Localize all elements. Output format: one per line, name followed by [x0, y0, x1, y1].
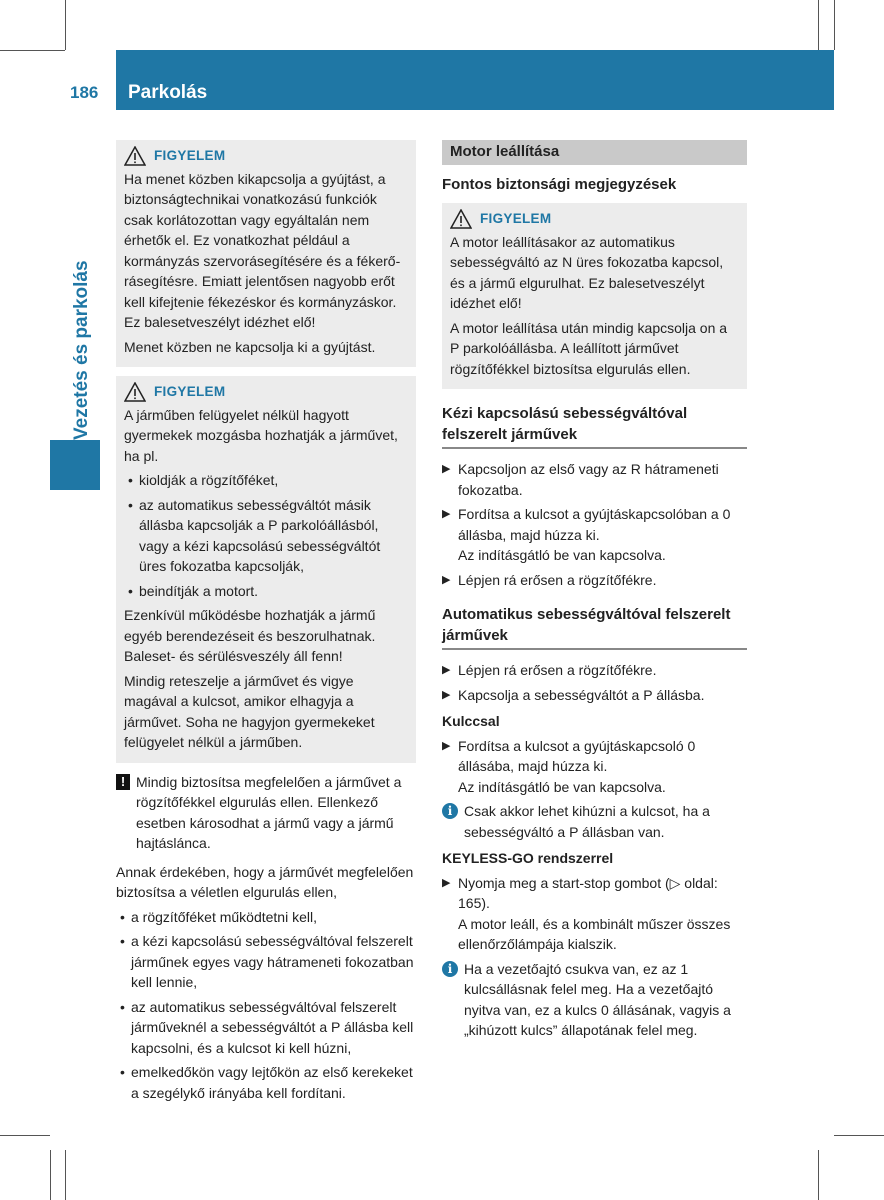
crop-mark: [65, 0, 66, 50]
section-heading: Motor leállítása: [442, 140, 747, 165]
step-text: Fordítsa a kulcsot a gyújtáskapcsolóban a 0 állásba, majd húzza ki. Az indításgátló be van kapcsolva.: [458, 506, 731, 563]
subsection-heading: Automatikus sebességváltóval felszerelt járművek: [442, 604, 747, 650]
info-note: [442, 959, 747, 1041]
step-arrow-icon: ▶: [442, 573, 451, 586]
caution-text: Mindig biztosítsa megfelelően a járművet a rögzítőfékkel elgurulás ellen. Ellenkező esetben károsodhat a jármű vagy a jármű hajtáslánca.: [136, 773, 402, 851]
warning-text: A járműben felügyelet nélkül hagyott gyermekek mozgásba hozhatják a járművet, ha pl.: [124, 406, 398, 464]
list-item: • az automatikus sebességváltóval felszerelt járműveknél a sebességváltót a P állásba kell kapcsolni, és a kulcsot ki kell húzni,: [116, 997, 416, 1059]
warning-label: FIGYELEM: [154, 384, 226, 399]
instruction-step: [442, 504, 747, 566]
crop-mark: [0, 50, 65, 51]
warning-text: A motor leállítása után mindig kapcsolja on a P parkolóállásba. A leállított járművet rögzítőfékkel biztosítsa elgurulás ellen.: [450, 319, 728, 377]
instruction-step: [442, 685, 747, 706]
list-item: • kioldják a rögzítőféket,: [124, 470, 408, 491]
instruction-step: [442, 459, 747, 500]
crop-mark: [834, 0, 835, 50]
step-text: Lépjen rá erősen a rögzítőfékre.: [458, 571, 657, 588]
step-arrow-icon: ▶: [442, 876, 451, 889]
list-item: • a rögzítőféket működtetni kell,: [116, 907, 416, 928]
warning-box: [116, 376, 416, 763]
warning-title: [450, 209, 739, 230]
step-text: Fordítsa a kulcsot a gyújtáskapcsoló 0 állásába, majd húzza ki. Az indításgátló be van kapcsolva.: [458, 737, 696, 795]
instruction-step: [442, 873, 747, 955]
step-arrow-icon: ▶: [442, 664, 451, 676]
step-arrow-icon: ▶: [442, 508, 451, 520]
crop-mark: [0, 1135, 50, 1136]
step-arrow-icon: ▶: [442, 463, 451, 475]
instruction-step: [442, 660, 747, 681]
left-column: [116, 140, 416, 1107]
instruction-step: [442, 736, 747, 798]
warning-text: Mindig reteszelje a járművet és vigye magával a kulcsot, amikor elhagyja a járművet. Soha ne hagyjon gyermekeket felügyelet nélkül a járműben.: [124, 672, 375, 750]
warning-triangle-icon: [450, 209, 472, 229]
caution-note: [116, 772, 416, 854]
warning-label: FIGYELEM: [154, 148, 226, 163]
info-note: [442, 801, 747, 842]
step-text: Nyomja meg a start-stop gombot (▷ oldal: 165). A motor leáll, és a kombinált műszer összes ellenőrzőlámpája kialszik.: [458, 874, 731, 952]
step-text: Kapcsolja a sebességváltót a P állásba.: [458, 686, 705, 703]
step-result: Az indításgátló be van kapcsolva.: [458, 547, 666, 563]
warning-title: [124, 382, 408, 403]
warning-text: Menet közben ne kapcsolja ki a gyújtást.: [124, 338, 376, 355]
side-section-label: Vezetés és parkolás: [71, 260, 92, 440]
step-result: Az indításgátló be van kapcsolva.: [458, 778, 666, 795]
step-result: A motor leáll, és a kombinált műszer összes ellenőrzőlámpája kialszik.: [458, 915, 731, 952]
info-text: Ha a vezetőajtó csukva van, ez az 1 kulcsállásnak felel meg. Ha a vezetőajtó nyitva van, ez a kulcs 0 állásának, vagyis a „kihúzott kulcs” állapotának felel meg.: [464, 960, 731, 1038]
side-tab-marker: [50, 440, 100, 490]
subsection-heading: Kézi kapcsolású sebességváltóval felszerelt járművek: [442, 403, 747, 449]
warning-list: [124, 470, 408, 601]
crop-mark: [818, 0, 819, 50]
list-item: • az automatikus sebességváltót másik állásba kapcsolják a P parkolóállásból, vagy a kézi kapcsolású sebességváltót üres fokozatba kapcsolják,: [124, 495, 408, 577]
crop-mark: [50, 1150, 51, 1200]
step-text: Kapcsoljon az első vagy az R hátrameneti fokozatba.: [458, 461, 719, 498]
warning-text: Ha menet közben kikapcsolja a gyújtást, a biztonságtechnikai vonatkozású funkciók csak korlátozottan vagy egyáltalán nem érhetők el. Ez vonatkozhat például a kormányzás szervorásegítésére és a fékerő-rásegítésre. Emiatt jelentősen nagyobb erőt kell kifejtenie fékezéskor és kormányzáskor. Ez balesetveszélyt idézhet elő!: [124, 170, 401, 330]
minor-heading: Kulccsal: [442, 713, 500, 729]
warning-triangle-icon: [124, 146, 146, 166]
info-icon: i: [442, 803, 458, 819]
warning-box: [442, 203, 747, 389]
crop-mark: [818, 1150, 819, 1200]
warning-text: Ezenkívül működésbe hozhatják a jármű egyéb berendezéseit és beszorulhatnak. Baleset- és sérülésveszély áll fenn!: [124, 607, 376, 664]
info-text: Csak akkor lehet kihúzni a kulcsot, ha a sebességváltó a P állásban van.: [464, 803, 710, 840]
list-item: • a kézi kapcsolású sebességváltóval felszerelt járműnek egyes vagy hátrameneti fokozatban kell lennie,: [116, 931, 416, 993]
step-text: Lépjen rá erősen a rögzítőfékre.: [458, 662, 657, 678]
subsection-heading: Fontos biztonsági megjegyzések: [442, 175, 677, 193]
list-item: • beindítják a motort.: [124, 581, 408, 602]
info-icon: i: [442, 961, 458, 977]
warning-triangle-icon: [124, 382, 146, 402]
warning-text: A motor leállításakor az automatikus sebességváltó az N üres fokozatba kapcsol, és a jármű elgurulhat. Ez balesetveszélyt idézhet elő!: [450, 233, 724, 311]
instruction-step: [442, 570, 747, 591]
warning-title: [124, 146, 408, 167]
exclamation-icon: !: [116, 774, 130, 790]
warning-box: [116, 140, 416, 367]
body-list: [116, 907, 416, 1104]
body-paragraph: Annak érdekében, hogy a járművét megfelelően biztosítsa a véletlen elgurulás ellen,: [116, 863, 414, 900]
crop-mark: [65, 1150, 66, 1200]
page-title: Parkolás: [128, 82, 208, 103]
page-number: 186: [70, 83, 99, 102]
warning-label: FIGYELEM: [480, 211, 552, 226]
minor-heading: KEYLESS-GO rendszerrel: [442, 850, 614, 866]
step-arrow-icon: ▶: [442, 688, 451, 701]
step-arrow-icon: ▶: [442, 739, 451, 752]
crop-mark: [834, 1135, 884, 1136]
header-band: [116, 50, 834, 110]
list-item: • emelkedőkön vagy lejtőkön az első kerekeket a szegélykő irányába kell fordítani.: [116, 1062, 416, 1103]
right-column: [442, 140, 747, 1047]
